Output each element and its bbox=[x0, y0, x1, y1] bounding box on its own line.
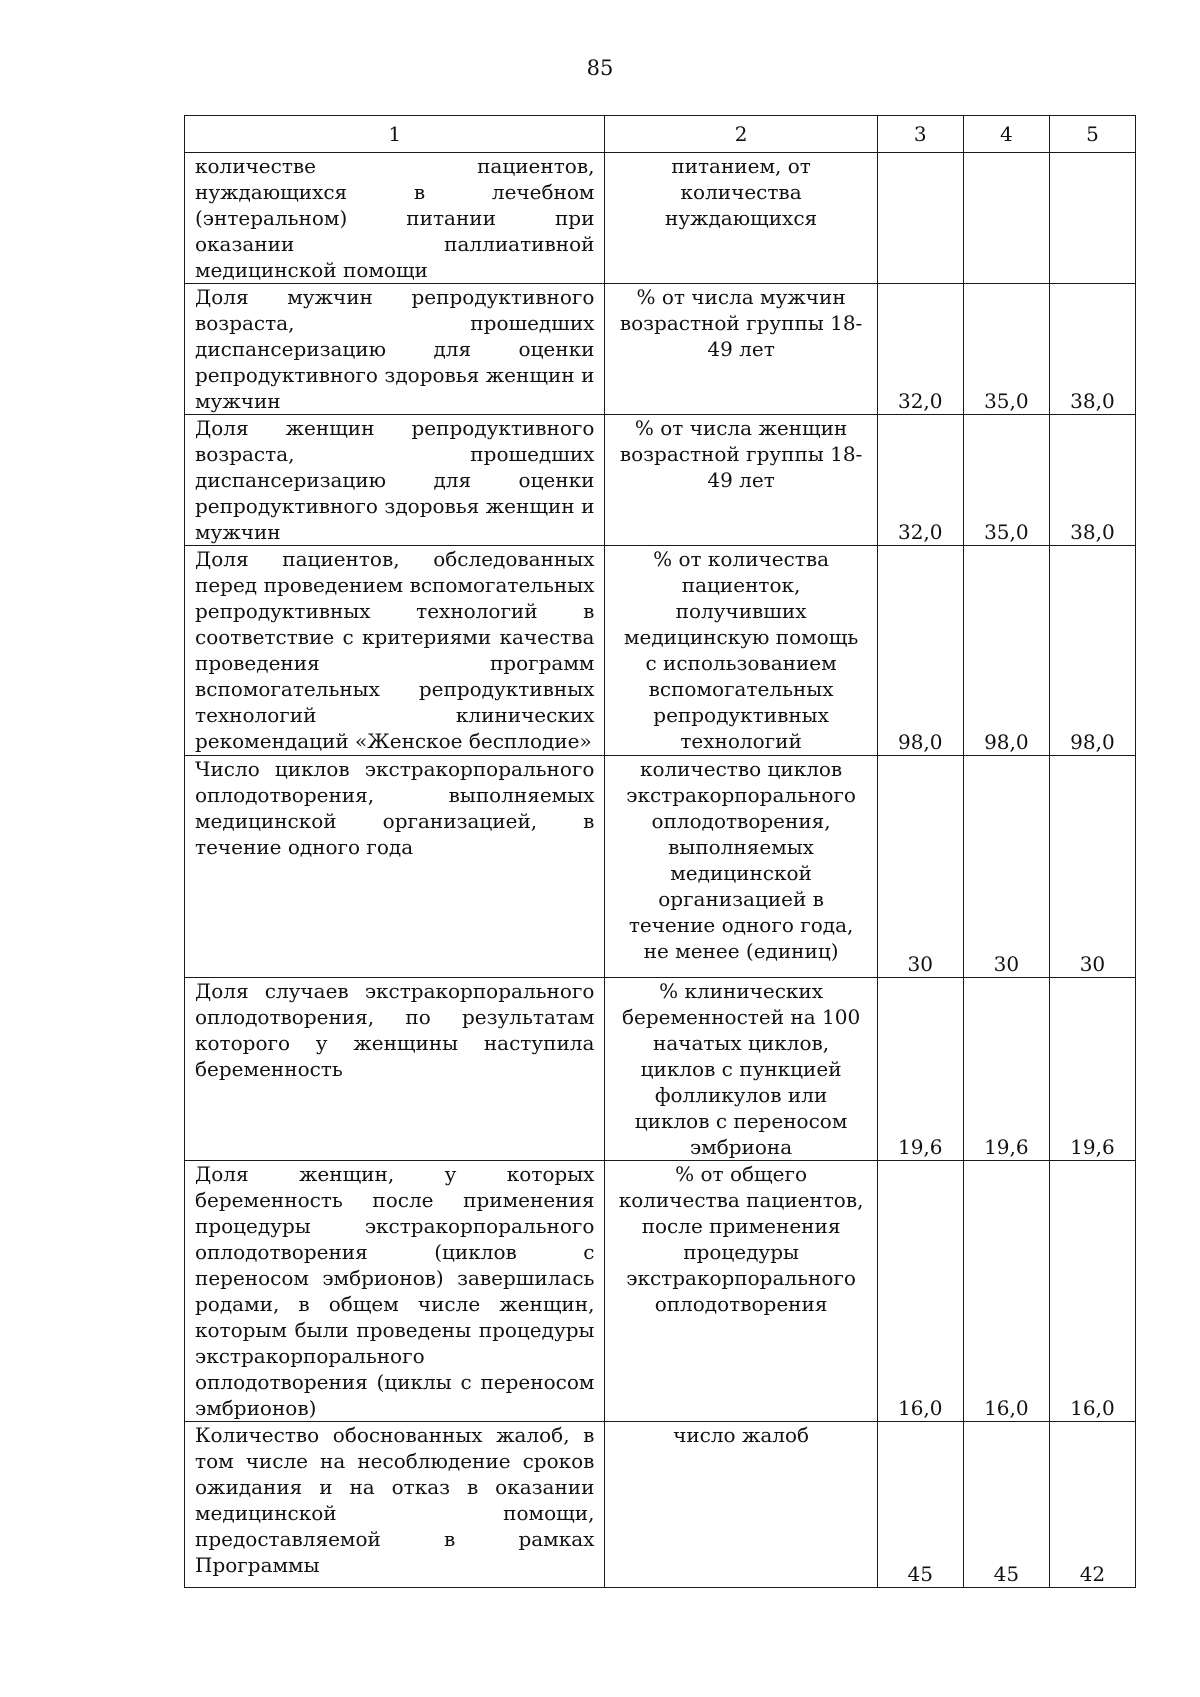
value-col-5: 38,0 bbox=[1049, 415, 1135, 546]
table-row bbox=[185, 284, 1136, 415]
indicator-unit: питанием, от количества нуждающихся bbox=[605, 153, 877, 284]
indicator-name: количестве пациентов, нуждающихся в лечебном (энтеральном) питании при оказании паллиативной медицинской помощи bbox=[185, 153, 605, 284]
indicator-unit: % от количества пациенток, получивших медицинскую помощь с использованием вспомогательных репродуктивных технологий bbox=[605, 546, 877, 756]
page-number: 85 bbox=[586, 56, 614, 80]
value-col-5: 38,0 bbox=[1049, 284, 1135, 415]
indicator-unit: % клинических беременностей на 100 начатых циклов, циклов с пункцией фолликулов или циклов с переносом эмбриона bbox=[605, 978, 877, 1161]
value-col-3: 45 bbox=[877, 1422, 963, 1588]
indicator-unit: % от числа женщин возрастной группы 18-49 лет bbox=[605, 415, 877, 546]
table-row bbox=[185, 1161, 1136, 1422]
indicators-table bbox=[184, 115, 1136, 1588]
value-col-5: 30 bbox=[1049, 756, 1135, 978]
table-row bbox=[185, 415, 1136, 546]
value-col-4: 16,0 bbox=[963, 1161, 1049, 1422]
indicator-name: Доля мужчин репродуктивного возраста, прошедших диспансеризацию для оценки репродуктивного здоровья женщин и мужчин bbox=[185, 284, 605, 415]
indicator-name: Доля пациентов, обследованных перед проведением вспомогательных репродуктивных технологий в соответствие с критериями качества проведения программ вспомогательных репродуктивных технологий клинических рекомендаций «Женское бесплодие» bbox=[185, 546, 605, 756]
value-col-3: 30 bbox=[877, 756, 963, 978]
value-col-5: 98,0 bbox=[1049, 546, 1135, 756]
indicator-name: Количество обоснованных жалоб, в том числе на несоблюдение сроков ожидания и на отказ в оказании медицинской помощи, предоставляемой в рамках Программы bbox=[185, 1422, 605, 1588]
indicator-name: Число циклов экстракорпорального оплодотворения, выполняемых медицинской организацией, в течение одного года bbox=[185, 756, 605, 978]
value-col-5 bbox=[1049, 153, 1135, 284]
value-col-4: 35,0 bbox=[963, 415, 1049, 546]
indicator-unit: число жалоб bbox=[605, 1422, 877, 1588]
column-header-4: 4 bbox=[963, 116, 1049, 153]
table-row bbox=[185, 756, 1136, 978]
value-col-3 bbox=[877, 153, 963, 284]
value-col-3: 19,6 bbox=[877, 978, 963, 1161]
indicator-name: Доля женщин, у которых беременность после применения процедуры экстракорпорального оплодотворения (циклов с переносом эмбрионов) завершилась родами, в общем числе женщин, которым были проведены процедуры экстракорпорального оплодотворения (циклы с переносом эмбрионов) bbox=[185, 1161, 605, 1422]
value-col-3: 98,0 bbox=[877, 546, 963, 756]
indicator-unit: % от общего количества пациентов, после применения процедуры экстракорпорального оплодотворения bbox=[605, 1161, 877, 1422]
table-row bbox=[185, 978, 1136, 1161]
value-col-4: 98,0 bbox=[963, 546, 1049, 756]
indicator-unit: количество циклов экстракорпорального оплодотворения, выполняемых медицинской организацией в течение одного года, не менее (единиц) bbox=[605, 756, 877, 978]
value-col-5: 42 bbox=[1049, 1422, 1135, 1588]
value-col-3: 32,0 bbox=[877, 284, 963, 415]
value-col-4: 45 bbox=[963, 1422, 1049, 1588]
value-col-4: 35,0 bbox=[963, 284, 1049, 415]
column-header-2: 2 bbox=[605, 116, 877, 153]
table-row bbox=[185, 546, 1136, 756]
table-row bbox=[185, 153, 1136, 284]
table-header-row bbox=[185, 116, 1136, 153]
value-col-4: 30 bbox=[963, 756, 1049, 978]
column-header-1: 1 bbox=[185, 116, 605, 153]
value-col-3: 16,0 bbox=[877, 1161, 963, 1422]
column-header-3: 3 bbox=[877, 116, 963, 153]
indicator-name: Доля женщин репродуктивного возраста, прошедших диспансеризацию для оценки репродуктивного здоровья женщин и мужчин bbox=[185, 415, 605, 546]
value-col-4 bbox=[963, 153, 1049, 284]
table-row bbox=[185, 1422, 1136, 1588]
value-col-5: 19,6 bbox=[1049, 978, 1135, 1161]
indicator-unit: % от числа мужчин возрастной группы 18-49 лет bbox=[605, 284, 877, 415]
value-col-5: 16,0 bbox=[1049, 1161, 1135, 1422]
indicator-name: Доля случаев экстракорпорального оплодотворения, по результатам которого у женщины наступила беременность bbox=[185, 978, 605, 1161]
value-col-3: 32,0 bbox=[877, 415, 963, 546]
value-col-4: 19,6 bbox=[963, 978, 1049, 1161]
column-header-5: 5 bbox=[1049, 116, 1135, 153]
